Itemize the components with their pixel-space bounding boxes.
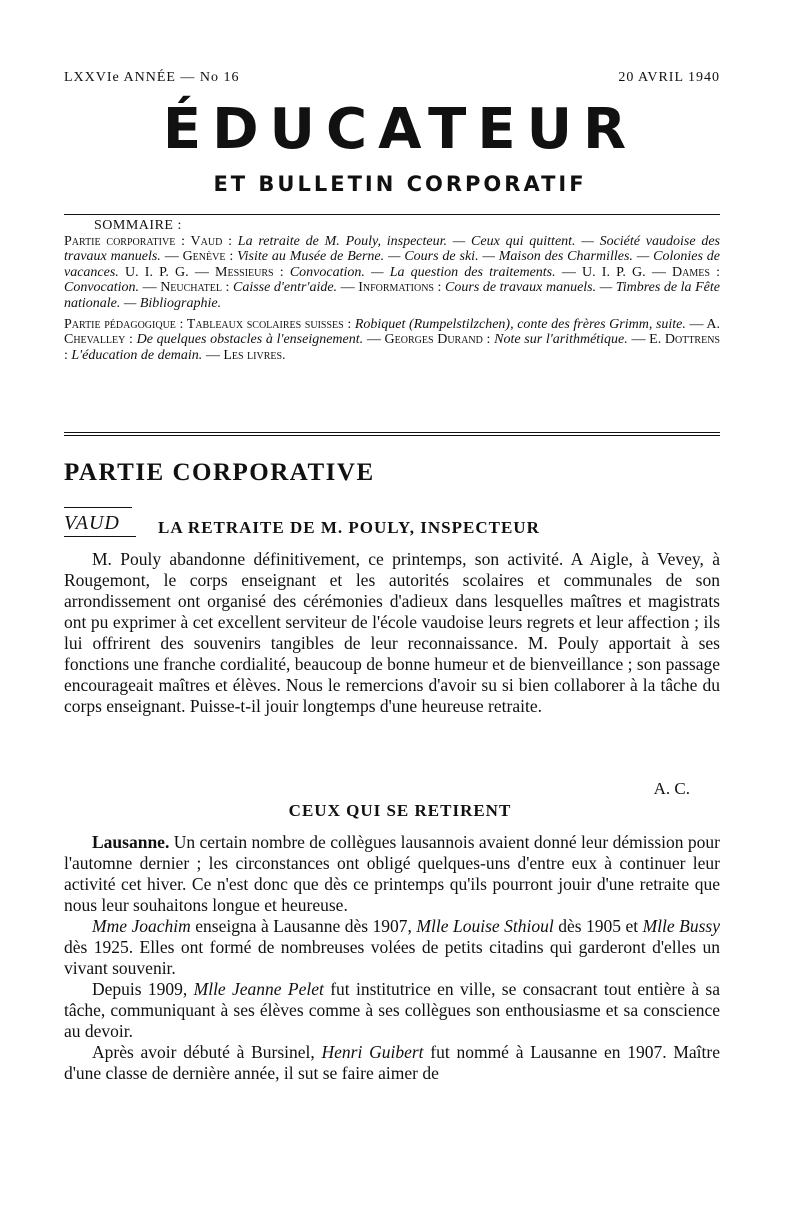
rubric-rule (64, 507, 132, 508)
article-title: CEUX QUI SE RETIRENT (288, 801, 512, 820)
toc-entry: Partie pédagogique : Tableaux scolaires suisses : (64, 316, 355, 332)
toc-entry: — Georges Durand : (363, 332, 495, 348)
toc-entry: Caisse d'entr'aide. (233, 280, 338, 296)
header-rule (64, 214, 720, 215)
toc-entry: — U. I. P. G. — Dames : (555, 264, 720, 280)
person-name: Henri Guibert (321, 1042, 424, 1062)
person-name: Mme Joachim (92, 916, 191, 936)
article-signature: A. C. (653, 779, 690, 798)
paragraph-text: Depuis 1909, (92, 979, 194, 999)
toc-entry: Convocation. (64, 280, 140, 296)
toc-entry: Convocation. — La question des traitements. (289, 264, 556, 280)
paragraph-text: enseigna à Lausanne dès 1907, (190, 916, 417, 936)
toc-entry: — Neuchatel : (139, 280, 233, 296)
person-name: Mlle Bussy (642, 916, 720, 936)
paragraph-text: Après avoir débuté à Bursinel, (92, 1042, 322, 1062)
person-name: Mlle Louise Sthioul (416, 916, 554, 936)
issue-date: 20 AVRIL 1940 (618, 70, 720, 85)
article-paragraph (64, 1042, 720, 1084)
journal-subtitle: ET BULLETIN CORPORATIF (213, 172, 587, 196)
paragraph-text: fut institutrice en ville, se consacrant tout entière à sa tâche, communiquant à ses élèves comme à ses collègues son enthousiasme et sa conscience au devoir. (64, 979, 721, 1041)
toc-entry: Note sur l'arithmétique. (494, 332, 628, 348)
paragraph-text: Un certain nombre de collègues lausannois avaient donné leur démission pour l'automne dernier ; les circonstances ont obligé quelques-uns d'entre eux à continuer leur activité cet hiver. Ce n'est donc que dès ce printemps qu'ils pourront jouir d'une retraite que nous leur souhaitons longue et heureuse. (64, 832, 720, 915)
toc-entry: — Informations : (337, 280, 446, 296)
article-paragraph: M. Pouly abandonne définitivement, ce printemps, son activité. A Aigle, à Vevey, à Rougemont, le corps enseignant et les autorités scolaires et communales de son arrondissement ont organisé des cérémonies d'adieux dans lesquelles maîtres et magistrats ont pu exprimer à cet excellent serviteur de l'école vaudoise leurs regrets et leur affection ; ils lui offrirent des souvenirs tangibles de leur reconnaissance. M. Pouly apportait à ses fonctions une franche cordialité, beaucoup de bonne humeur et de bienveillance ; son passage encourageait maîtres et élèves. Nous le remercions d'avoir su si bien collaborer à la tâche du corps enseignant. Puisse-t-il jouir longtemps d'une heureuse retraite. (64, 549, 721, 716)
article-paragraph (64, 832, 720, 916)
toc-entry: Robiquet (Rumpelstilzchen), conte des frères Grimm, suite. (354, 316, 686, 332)
rubric-label: VAUD (64, 512, 136, 537)
toc-entry: Cours de travaux manuels. — Timbres de la Fête nationale. — Bibliographie. (64, 280, 720, 311)
article-body (64, 832, 720, 1084)
toc-pedagogic-section (64, 317, 720, 364)
person-name: Mlle Jeanne Pelet (193, 979, 324, 999)
toc-double-rule (64, 432, 720, 436)
toc-entry: — Les livres. (202, 347, 286, 363)
paragraph-text: fut nommé à Lausanne en 1907. Maître d'une classe de dernière année, il sut se faire aimer de (64, 1042, 720, 1083)
paragraph-text: dès 1925. Elles ont formé de nombreuses volées de petits citadins qui garderont d'elles un vivant souvenir. (64, 937, 720, 978)
toc-entry: U. I. P. G. — Messieurs : (118, 264, 290, 280)
toc-entry: Visite au Musée de Berne. — Cours de ski. — Maison des Charmilles. — Colonies de vacances. (64, 249, 720, 280)
article-title: LA RETRAITE DE M. POULY, INSPECTEUR (158, 518, 540, 537)
article-paragraph (64, 979, 720, 1042)
toc-entry: — A. Chevalley : (64, 316, 720, 348)
toc-entry: De quelques obstacles à l'enseignement. (136, 332, 364, 348)
article-paragraph (64, 916, 720, 979)
toc-entry: L'éducation de demain. (71, 347, 203, 363)
toc-corporate-section (64, 234, 720, 312)
toc-heading: SOMMAIRE : (94, 218, 182, 233)
toc-entry: Partie corporative : Vaud : (64, 233, 238, 249)
issue-number: LXXVIe ANNÉE — No 16 (64, 70, 240, 85)
paragraph-text: dès 1905 et (553, 916, 643, 936)
place-name: Lausanne. (92, 832, 170, 852)
toc-entry: La retraite de M. Pouly, inspecteur. — Ceux qui quittent. — Société vaudoise des travaux manuels. (64, 233, 720, 265)
toc-entry: — Genève : (160, 249, 238, 265)
article-body (64, 549, 720, 717)
journal-title: ÉDUCATEUR (162, 97, 638, 162)
toc-entry: — E. Dottrens : (64, 332, 720, 363)
table-of-contents (64, 218, 720, 363)
section-title: PARTIE CORPORATIVE (64, 459, 375, 486)
